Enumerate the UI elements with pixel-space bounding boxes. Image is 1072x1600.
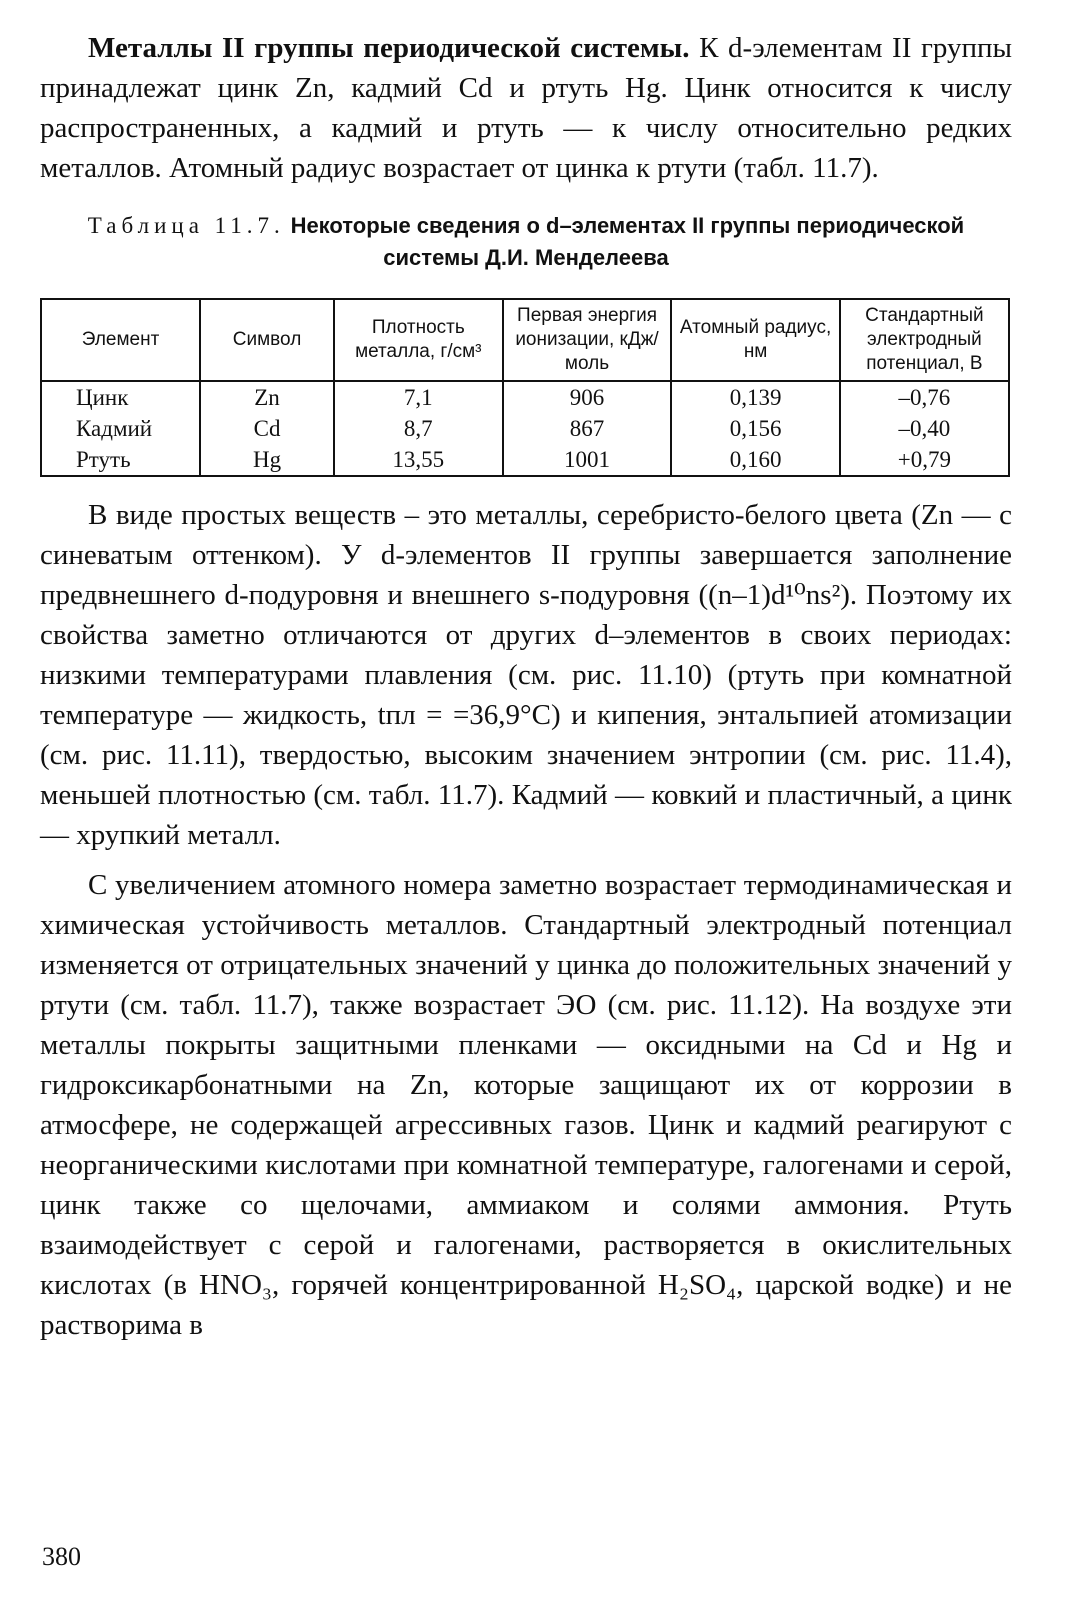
- cell-electrode-potential: –0,40: [840, 413, 1009, 444]
- section-heading: Металлы II группы периодической системы.: [88, 32, 690, 64]
- cell-atomic-radius: 0,156: [671, 413, 839, 444]
- paragraph-stability: С увеличением атомного номера заметно возрастает термодинамическая и химическая устойчивость металлов. Стандартный электродный потенциал изменяется от отрицательных значений у цинка до положительных значений у ртути (см. табл. 11.7), также возрастает ЭО (см. рис. 11.12). На воздухе эти металлы покрыты защитными пленками — оксидными на Cd и Hg и гидроксикарбонатными на Zn, которые защищают их от коррозии в атмосфере, не содержащей агрессивных газов. Цинк и кадмий реагируют с неорганическими кислотами при комнатной температуре, галогенами и серой, цинк также со щелочами, аммиаком и солями аммония. Ртуть взаимодействует с серой и галогенами, растворяется в окислительных кислотах (в HNO₃, горячей концентрированной H₂SO₄, царской водке) и не растворима в: [40, 869, 1012, 1341]
- cell-symbol: Hg: [200, 444, 334, 476]
- cell-ionization-energy: 1001: [503, 444, 672, 476]
- cell-density: 7,1: [334, 381, 503, 413]
- table-row: [41, 444, 1009, 476]
- page-content: [40, 28, 1012, 1345]
- cell-element: Ртуть: [41, 444, 200, 476]
- paragraph-intro: [40, 28, 1012, 188]
- table-caption-title: Некоторые сведения о d–элементах II группы периодической системы Д.И. Менделеева: [290, 213, 965, 270]
- cell-atomic-radius: 0,139: [671, 381, 839, 413]
- header-ionization-energy: Первая энергия ионизации, кДж/моль: [503, 299, 672, 381]
- cell-atomic-radius: 0,160: [671, 444, 839, 476]
- table-row: [41, 413, 1009, 444]
- header-electrode-potential: Стандартный электродный потенциал, В: [840, 299, 1009, 381]
- header-atomic-radius: Атомный радиус, нм: [671, 299, 839, 381]
- cell-element: Цинк: [41, 381, 200, 413]
- table-header-row: [41, 299, 1009, 381]
- cell-element: Кадмий: [41, 413, 200, 444]
- cell-ionization-energy: 867: [503, 413, 672, 444]
- header-element: Элемент: [41, 299, 200, 381]
- cell-electrode-potential: –0,76: [840, 381, 1009, 413]
- elements-table: [40, 298, 1010, 477]
- table-caption: [40, 210, 1012, 274]
- cell-symbol: Cd: [200, 413, 334, 444]
- header-density: Плотность металла, г/см³: [334, 299, 503, 381]
- cell-density: 13,55: [334, 444, 503, 476]
- table-caption-label: Таблица 11.7.: [87, 213, 285, 238]
- cell-symbol: Zn: [200, 381, 334, 413]
- cell-electrode-potential: +0,79: [840, 444, 1009, 476]
- paragraph-intro-text: К d-элементам II группы принадлежат цинк Zn, кадмий Cd и ртуть Hg. Цинк относится к числу распространенных, а кадмий и ртуть — к числу относительно редких металлов. Атомный радиус возрастает от цинка к ртути (табл. 11.7).: [40, 32, 1012, 184]
- paragraph-properties: В виде простых веществ – это металлы, серебристо-белого цвета (Zn — с синеватым оттенком). У d-элементов II группы завершается заполнение предвнешнего d-подуровня и внешнего s-подуровня ((n–1)d¹⁰ns²). Поэтому их свойства заметно отличаются от других d–элементов в своих периодах: низкими температурами плавления (см. рис. 11.10) (ртуть при комнатной температуре — жидкость, tпл = =36,9°С) и кипения, энтальпией атомизации (см. рис. 11.11), твердостью, высоким значением энтропии (см. рис. 11.4), меньшей плотностью (см. табл. 11.7). Кадмий — ковкий и пластичный, а цинк — хрупкий металл.: [40, 499, 1012, 851]
- cell-ionization-energy: 906: [503, 381, 672, 413]
- page-number: 380: [42, 1542, 81, 1571]
- table-row: [41, 381, 1009, 413]
- header-symbol: Символ: [200, 299, 334, 381]
- cell-density: 8,7: [334, 413, 503, 444]
